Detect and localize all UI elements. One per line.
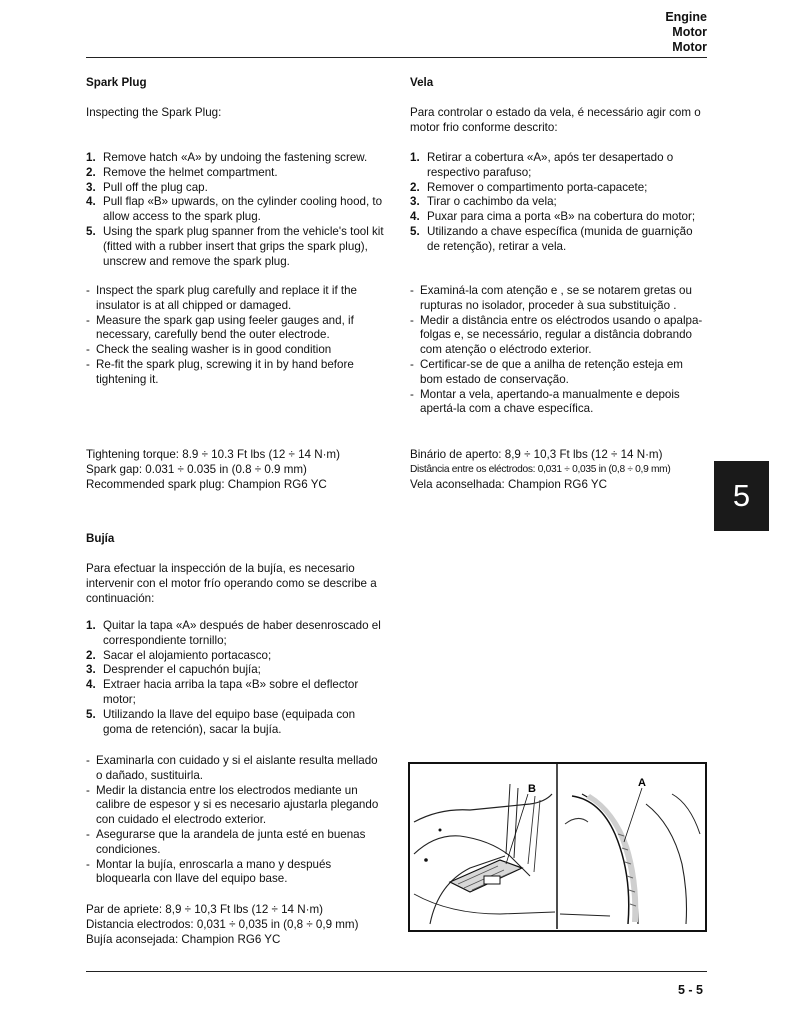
engine-drawing xyxy=(410,764,704,929)
step-item: 1. Quitar la tapa «A» después de haber desenroscado el correspondiente tornillo; xyxy=(86,619,381,647)
portuguese-checks xyxy=(410,284,708,417)
spec-line: Par de apriete: 8,9 ÷ 10,3 Ft lbs (12 ÷ 14 N·m) xyxy=(86,903,323,916)
spanish-intro: Para efectuar la inspección de la bujía, es necesario intervenir con el motor frío operando como se describe a continuación: xyxy=(86,562,377,605)
spanish-steps xyxy=(86,619,384,737)
portuguese-specs xyxy=(410,448,708,492)
footer-rule xyxy=(86,971,707,972)
step-item: 1. Retirar a cobertura «A», após ter desapertado o respectivo parafuso; xyxy=(410,151,674,179)
check-item: - Examiná-la com atenção e , se se notarem gretas ou rupturas no isolador, proceder à sua substituição . xyxy=(410,284,708,314)
spec-line: Binário de aperto: 8,9 ÷ 10,3 Ft lbs (12 ÷ 14 N·m) xyxy=(410,448,663,461)
check-item: - Montar la bujía, enroscarla a mano y después bloquearla con llave del equipo base. xyxy=(86,858,384,888)
portuguese-steps xyxy=(410,151,708,255)
section-header xyxy=(665,10,707,55)
spec-line: Spark gap: 0.031 ÷ 0.035 in (0.8 ÷ 0.9 mm) xyxy=(86,462,307,476)
step-item: 2. Sacar el alojamiento portacasco; xyxy=(86,648,272,662)
english-title: Spark Plug xyxy=(86,76,147,89)
header-line: Engine xyxy=(665,10,707,24)
header-rule xyxy=(86,57,707,58)
step-item: 5. Using the spark plug spanner from the vehicle's tool kit (fitted with a rubber insert that grips the spark plug), unscrew and remove the spark plug. xyxy=(86,224,384,268)
portuguese-intro: Para controlar o estado da vela, é necessário agir com o motor frio conforme descrito: xyxy=(410,106,701,134)
header-line: Motor xyxy=(672,25,707,39)
spec-line: Vela aconselhada: Champion RG6 YC xyxy=(410,477,608,491)
check-item: - Medir la distancia entre los electrodos mediante un calibre de espesor y si es necesario ajustarla plegando con cuidado el electrodo exterior. xyxy=(86,784,384,828)
chapter-tab: 5 xyxy=(714,461,769,531)
spark-plug-access-figure xyxy=(408,762,707,932)
portuguese-title: Vela xyxy=(410,76,434,89)
check-item: - Certificar-se de que a anilha de retenção esteja em bom estado de conservação. xyxy=(410,358,708,388)
step-item: 4. Pull flap «B» upwards, on the cylinder cooling hood, to allow access to the spark plug. xyxy=(86,195,383,224)
english-checks xyxy=(86,284,384,388)
spanish-checks xyxy=(86,754,384,887)
check-item: - Medir a distância entre os eléctrodos usando o apalpa-folgas e, se necessário, regular a distância dobrando com atenção o eléctrodo exterior. xyxy=(410,314,708,358)
english-specs xyxy=(86,448,384,492)
spec-line: Distância entre os eléctrodos: 0,031 ÷ 0,035 in (0,8 ÷ 0,9 mm) xyxy=(410,463,671,475)
check-item: - Check the sealing washer is in good condition xyxy=(86,343,384,358)
english-intro: Inspecting the Spark Plug: xyxy=(86,106,222,119)
spec-line: Bujía aconsejada: Champion RG6 YC xyxy=(86,932,281,946)
step-item: 3. Tirar o cachimbo da vela; xyxy=(410,195,557,209)
spanish-title: Bujía xyxy=(86,532,115,545)
step-item: 4. Puxar para cima a porta «B» na cobertura do motor; xyxy=(410,210,696,224)
check-item: - Examinarla con cuidado y si el aislante resulta mellado o dañado, sustituirla. xyxy=(86,754,384,784)
label-a: A xyxy=(638,777,646,789)
step-item: 3. Pull off the plug cap. xyxy=(86,180,208,194)
spec-line: Tightening torque: 8.9 ÷ 10.3 Ft lbs (12 ÷ 14 N·m) xyxy=(86,448,340,461)
page-number: 5 - 5 xyxy=(677,983,703,997)
check-item: - Measure the spark gap using feeler gauges and, if necessary, carefully bend the outer electrode. xyxy=(86,314,384,344)
step-item: 3. Desprender el capuchón bujía; xyxy=(86,663,261,677)
step-item: 4. Extraer hacia arriba la tapa «B» sobre el deflector motor; xyxy=(86,678,359,706)
label-b: B xyxy=(528,783,536,795)
check-item: - Montar a vela, apertando-a manualmente e depois apertá-la com a chave específica. xyxy=(410,388,708,418)
step-item: 1. Remove hatch «A» by undoing the fastening screw. xyxy=(86,151,368,164)
header-line: Motor xyxy=(672,40,707,54)
step-item: 5. Utilizando a chave específica (munida de guarnição de retenção), retirar a vela. xyxy=(410,224,693,253)
spec-line: Recommended spark plug: Champion RG6 YC xyxy=(86,477,327,491)
spanish-specs xyxy=(86,903,384,947)
english-steps xyxy=(86,151,384,269)
check-item: - Inspect the spark plug carefully and replace it if the insulator is at all chipped or damaged. xyxy=(86,284,384,314)
step-item: 2. Remove the helmet compartment. xyxy=(86,165,278,179)
step-item: 5. Utilizando la llave del equipo base (equipada con goma de retención), sacar la bujía. xyxy=(86,707,356,736)
check-item: - Asegurarse que la arandela de junta esté en buenas condiciones. xyxy=(86,828,384,858)
spec-line: Distancia electrodos: 0,031 ÷ 0,035 in (0,8 ÷ 0,9 mm) xyxy=(86,917,359,931)
check-item: - Re-fit the spark plug, screwing it in by hand before tightening it. xyxy=(86,358,384,388)
step-item: 2. Remover o compartimento porta-capacete; xyxy=(410,180,648,194)
